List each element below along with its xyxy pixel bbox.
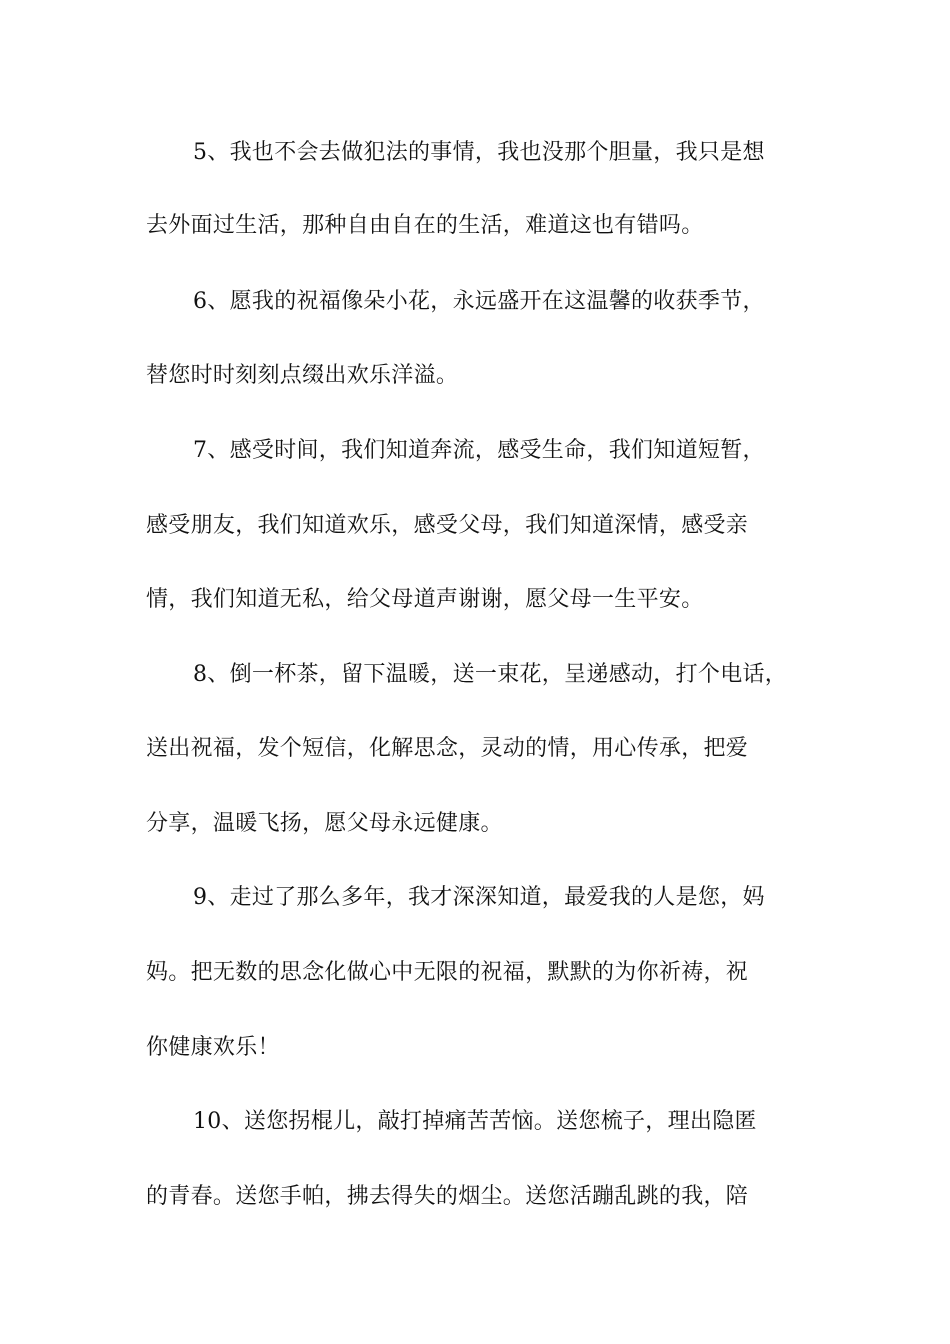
paragraph-5-line-2: 去外面过生活，那种自由自在的生活，难道这也有错吗。	[146, 213, 704, 238]
paragraph-7-line-3: 情，我们知道无私，给父母道声谢谢，愿父母一生平安。	[146, 587, 704, 612]
paragraph-10-line-1: 10、送您拐棍儿，敲打掉痛苦苦恼。送您梳子，理出隐匿	[193, 1109, 757, 1134]
paragraph-9-line-1: 9、走过了那么多年，我才深深知道，最爱我的人是您，妈	[193, 885, 765, 910]
paragraph-7-line-2: 感受朋友，我们知道欢乐，感受父母，我们知道深情，感受亲	[146, 513, 749, 538]
paragraph-6-line-2: 替您时时刻刻点缀出欢乐洋溢。	[146, 363, 459, 388]
paragraph-8-line-3: 分享，温暖飞扬，愿父母永远健康。	[146, 811, 503, 836]
paragraph-9-line-2: 妈。把无数的思念化做心中无限的祝福，默默的为你祈祷，祝	[146, 960, 749, 985]
paragraph-6-line-1: 6、愿我的祝福像朵小花，永远盛开在这温馨的收获季节，	[193, 289, 765, 314]
paragraph-7-line-1: 7、感受时间，我们知道奔流，感受生命，我们知道短暂，	[193, 438, 765, 463]
paragraph-9-line-3: 你健康欢乐！	[146, 1035, 280, 1060]
paragraph-8-line-1: 8、倒一杯茶，留下温暖，送一束花，呈递感动，打个电话，	[193, 662, 788, 687]
paragraph-8-line-2: 送出祝福，发个短信，化解思念，灵动的情，用心传承，把爱	[146, 736, 749, 761]
paragraph-5-line-1: 5、我也不会去做犯法的事情，我也没那个胆量，我只是想	[193, 140, 765, 165]
paragraph-10-line-2: 的青春。送您手帕，拂去得失的烟尘。送您活蹦乱跳的我，陪	[146, 1184, 749, 1209]
